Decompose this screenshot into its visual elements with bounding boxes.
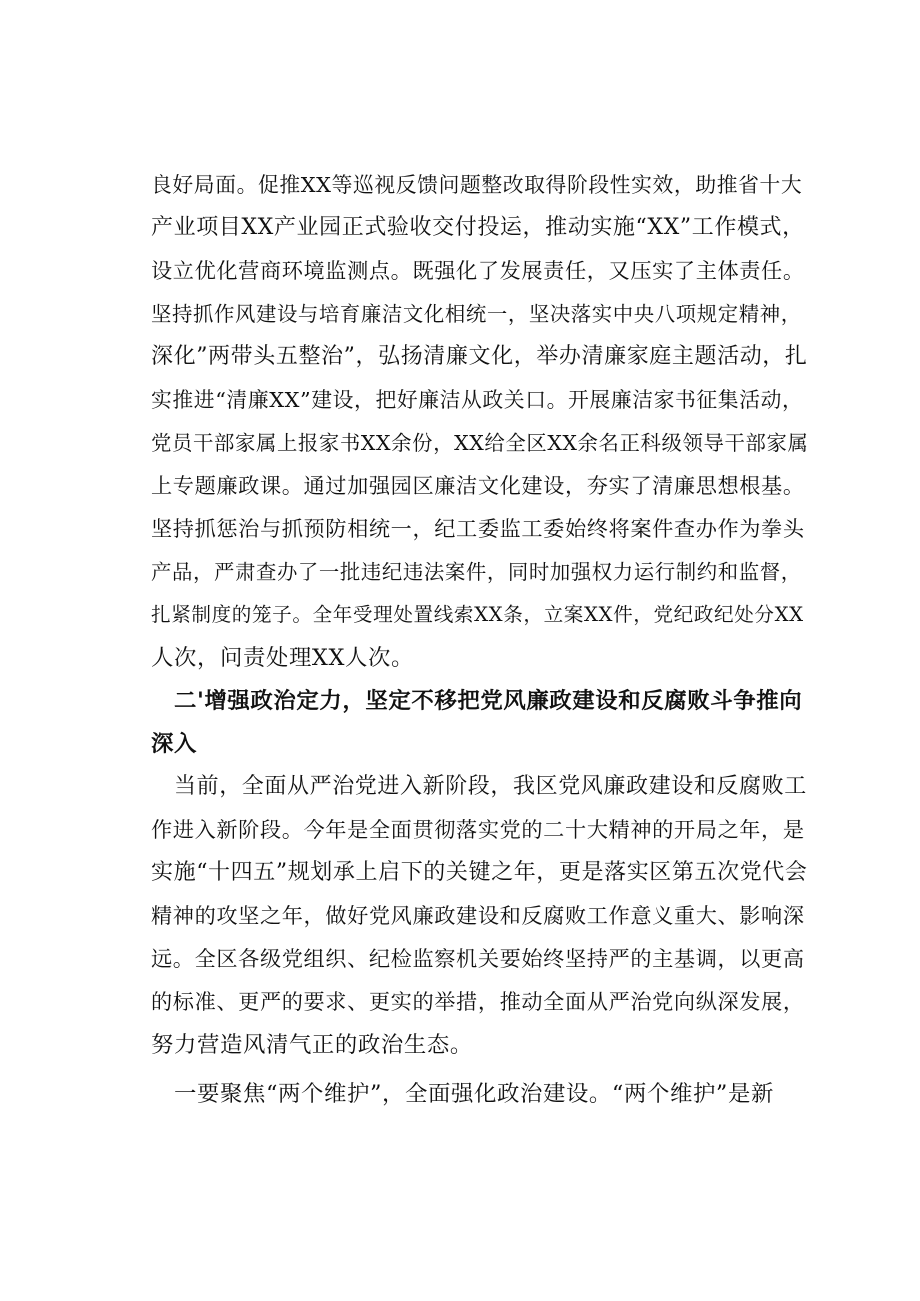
text-line: 努力营造风清气正的政治生态。 <box>151 1032 473 1058</box>
text-line: 作进入新阶段。今年是全面贯彻落实党的二十大精神的开局之年，是 <box>151 817 805 842</box>
text-line: 产业项目XX产业园正式验收交付投运，推动实施“XX”工作模式， <box>151 215 805 240</box>
text-line: 一要聚焦“两个维护”，全面强化政治建设。“两个维护”是新 <box>174 1081 774 1107</box>
text-line: 产品，严肃查办了一批违纪违法案件，同时加强权力运行制约和监督， <box>151 560 802 584</box>
text-line: 深化”两带头五整治”，弘扬清廉文化，举办清廉家庭主题活动，扎 <box>151 344 808 369</box>
text-line: 人次，问责处理XX人次。 <box>151 645 414 671</box>
text-line: 实施“十四五”规划承上启下的关键之年，更是落实区第五次党代会 <box>151 860 808 885</box>
text-line: 坚持抓惩治与抓预防相统一，纪工委监工委始终将案件查办作为拳头 <box>151 516 805 541</box>
text-line: 设立优化营商环境监测点。既强化了发展责任，又压实了主体责任。 <box>151 258 805 283</box>
text-line: 的标准、更严的要求、更实的举措，推动全面从严治党向纵深发展， <box>151 989 805 1014</box>
text-line: 远。全区各级党组织、纪检监察机关要始终坚持严的主基调，以更高 <box>151 946 805 971</box>
text-line: 扎紧制度的笼子。全年受理处置线索XX条，立案XX件，党纪政纪处分XX <box>151 603 804 626</box>
section-heading-continuation: 深入 <box>151 731 197 757</box>
text-line: 当前，全面从严治党进入新阶段，我区党风廉政建设和反腐败工 <box>174 774 807 799</box>
section-heading: 二'增强政治定力，坚定不移把党风廉政建设和反腐败斗争推向 <box>174 688 803 714</box>
text-line: 坚持抓作风建设与培育廉洁文化相统一，坚决落实中央八项规定精神， <box>151 302 802 326</box>
text-line: 党员干部家属上报家书XX余份，XX给全区XX余名正科级领导干部家属 <box>151 431 809 455</box>
text-line: 上专题廉政课。通过加强园区廉洁文化建设，夯实了清廉思想根基。 <box>151 473 805 498</box>
text-line: 实推进“清廉XX”建设，把好廉洁从政关口。开展廉洁家书征集活动， <box>151 388 804 412</box>
text-line: 精神的攻坚之年，做好党风廉政建设和反腐败工作意义重大、影响深 <box>151 903 805 928</box>
text-line: 良好局面。促推XX等巡视反馈问题整改取得阶段性实效，助推省十大 <box>151 173 803 197</box>
